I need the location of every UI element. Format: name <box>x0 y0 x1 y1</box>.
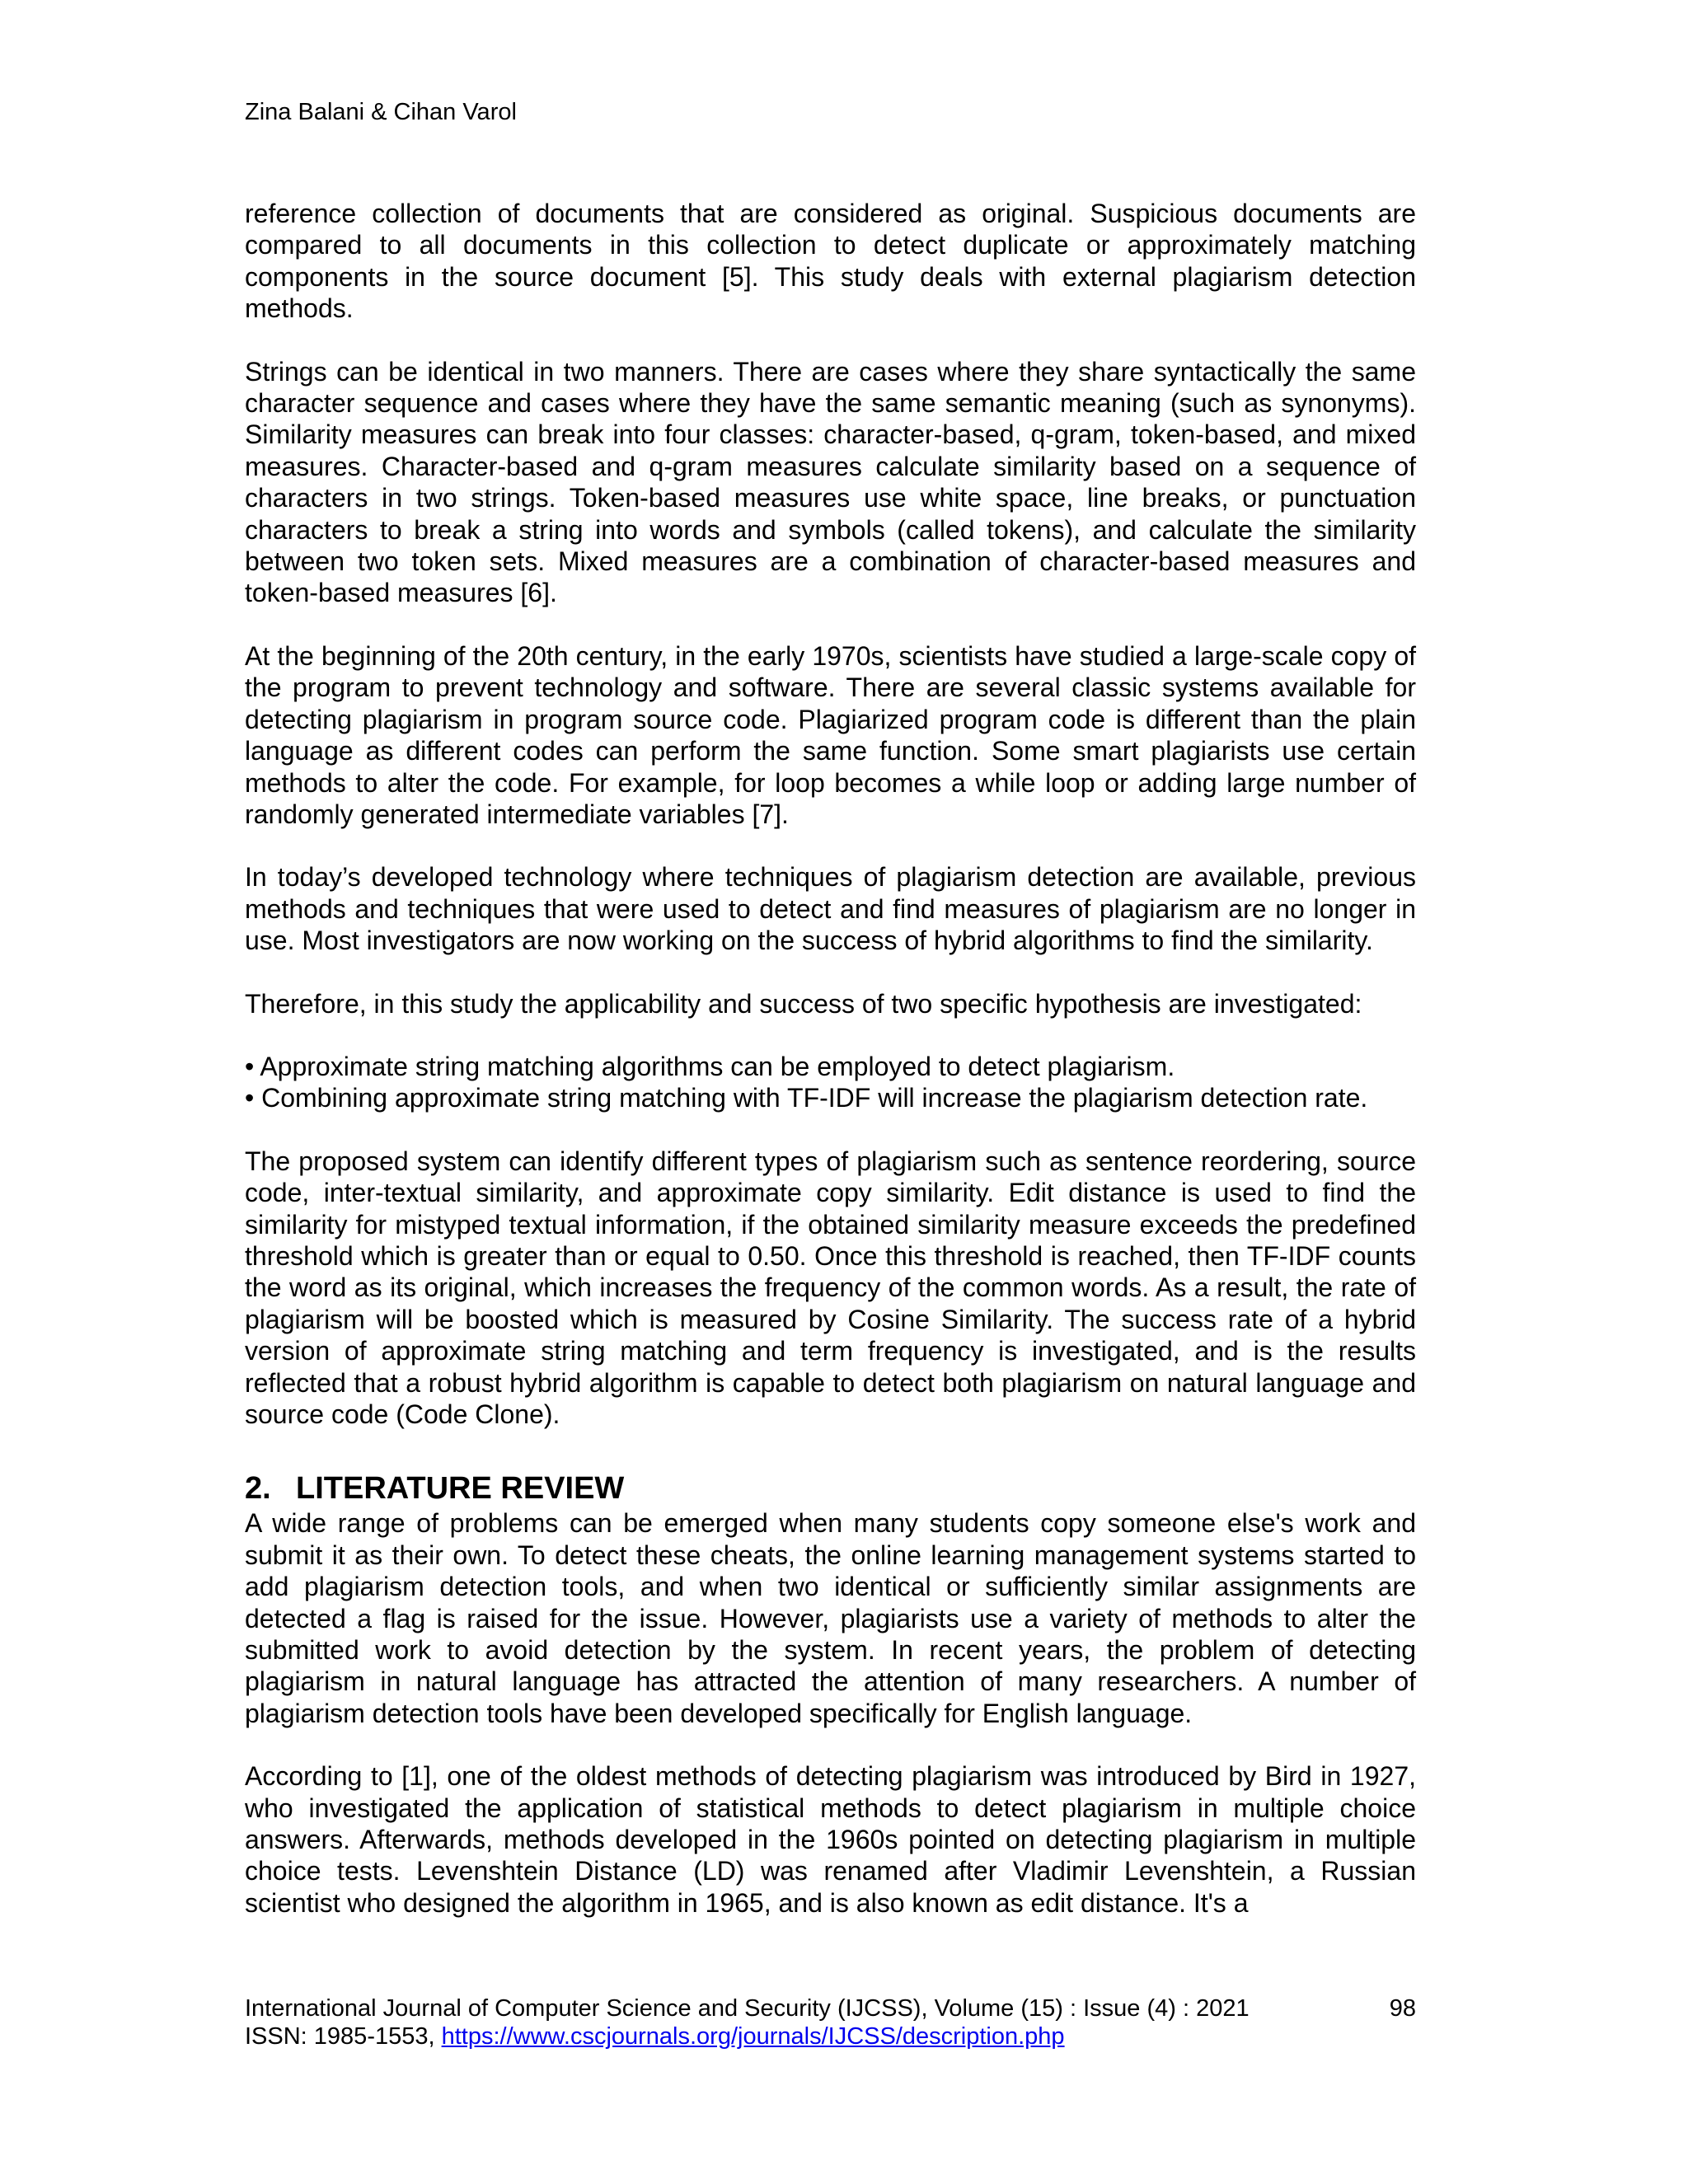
hypothesis-item: • Approximate string matching algorithms can be employed to detect plagiarism. <box>245 1051 1175 1081</box>
section-title: LITERATURE REVIEW <box>296 1471 625 1507</box>
section-heading-literature-review <box>245 1469 1416 1507</box>
paragraph-intro-continued: reference collection of documents that are considered as original. Suspicious documents are compared to all documents in this collection to detect duplicate or approximately matching components in the source document [5]. This study deals with external plagiarism detection methods. <box>245 199 1416 324</box>
page-footer <box>245 1994 1416 2050</box>
paragraph-hypothesis-intro: Therefore, in this study the applicability and success of two specific hypothesis are investigated: <box>245 988 1362 1019</box>
paragraph-hybrid-algorithms: In today’s developed technology where techniques of plagiarism detection are available, previous methods and techniques that were used to detect and find measures of plagiarism are no longer in use. Most investigators are now working on the success of hybrid algorithms to find the similarity. <box>245 862 1416 956</box>
paragraph-string-similarity: Strings can be identical in two manners. There are cases where they share syntactically the same character sequence and cases where they have the same semantic meaning (such as synonyms). Similarity measures can break into four classes: character-based, q-gram, token-based, and mixed measures. Character-based and q-gram measures calculate similarity based on a sequence of characters in two strings. Token-based measures use white space, line breaks, or punctuation characters to break a string into words and symbols (called tokens), and calculate the similarity between two token sets. Mixed measures are a combination of character-based measures and token-based measures [6]. <box>245 356 1416 608</box>
hypothesis-list <box>245 1051 1416 1114</box>
journal-link[interactable]: https://www.cscjournals.org/journals/IJCSS/description.php <box>441 2023 1065 2050</box>
footer-journal-line <box>245 1994 1416 2022</box>
hypothesis-item: • Combining approximate string matching with TF-IDF will increase the plagiarism detection rate. <box>245 1083 1368 1113</box>
running-header-authors: Zina Balani & Cihan Varol <box>245 99 517 125</box>
body-text <box>245 198 1416 1919</box>
footer-journal-citation: International Journal of Computer Science and Security (IJCSS), Volume (15) : Issue (4) : 2021 <box>245 1995 1250 2022</box>
section-number: 2. <box>245 1471 271 1507</box>
paragraph-literature-1: A wide range of problems can be emerged when many students copy someone else's work and submit it as their own. To detect these cheats, the online learning management systems started to add plagiarism detection tools, and when two identical or sufficiently similar assignments are detected a flag is raised for the issue. However, plagiarists use a variety of methods to alter the submitted work to avoid detection by the system. In recent years, the problem of detecting plagiarism in natural language has attracted the attention of many researchers. A number of plagiarism detection tools have been developed specifically for English language. <box>245 1508 1416 1728</box>
paragraph-proposed-system: The proposed system can identify different types of plagiarism such as sentence reordering, source code, inter-textual similarity, and approximate copy similarity. Edit distance is used to find the similarity for mistyped textual information, if the obtained similarity measure exceeds the predefined threshold which is greater than or equal to 0.50. Once this threshold is reached, then TF-IDF counts the word as its original, which increases the frequency of the common words. As a result, the rate of plagiarism will be boosted which is measured by Cosine Similarity. The success rate of a hybrid version of approximate string matching and term frequency is investigated, and is the results reflected that a robust hybrid algorithm is capable to detect both plagiarism on natural language and source code (Code Clone). <box>245 1146 1416 1429</box>
paragraph-source-code-history: At the beginning of the 20th century, in the early 1970s, scientists have studied a large-scale copy of the program to prevent technology and software. There are several classic systems available for detecting plagiarism in program source code. Plagiarized program code is different than the plain language as different codes can perform the same function. Some smart plagiarists use certain methods to alter the code. For example, for loop becomes a while loop or adding large number of randomly generated intermediate variables [7]. <box>245 640 1416 829</box>
footer-issn: ISSN: 1985-1553, <box>245 2023 442 2050</box>
page-number: 98 <box>1389 1995 1416 2022</box>
footer-issn-line <box>245 2022 1416 2050</box>
paragraph-literature-2: According to [1], one of the oldest methods of detecting plagiarism was introduced by Bird in 1927, who investigated the application of statistical methods to detect plagiarism in multiple choice answers. Afterwards, methods developed in the 1960s pointed on detecting plagiarism in multiple choice tests. Levenshtein Distance (LD) was renamed after Vladimir Levenshtein, a Russian scientist who designed the algorithm in 1965, and is also known as edit distance. It's a <box>245 1761 1416 1918</box>
